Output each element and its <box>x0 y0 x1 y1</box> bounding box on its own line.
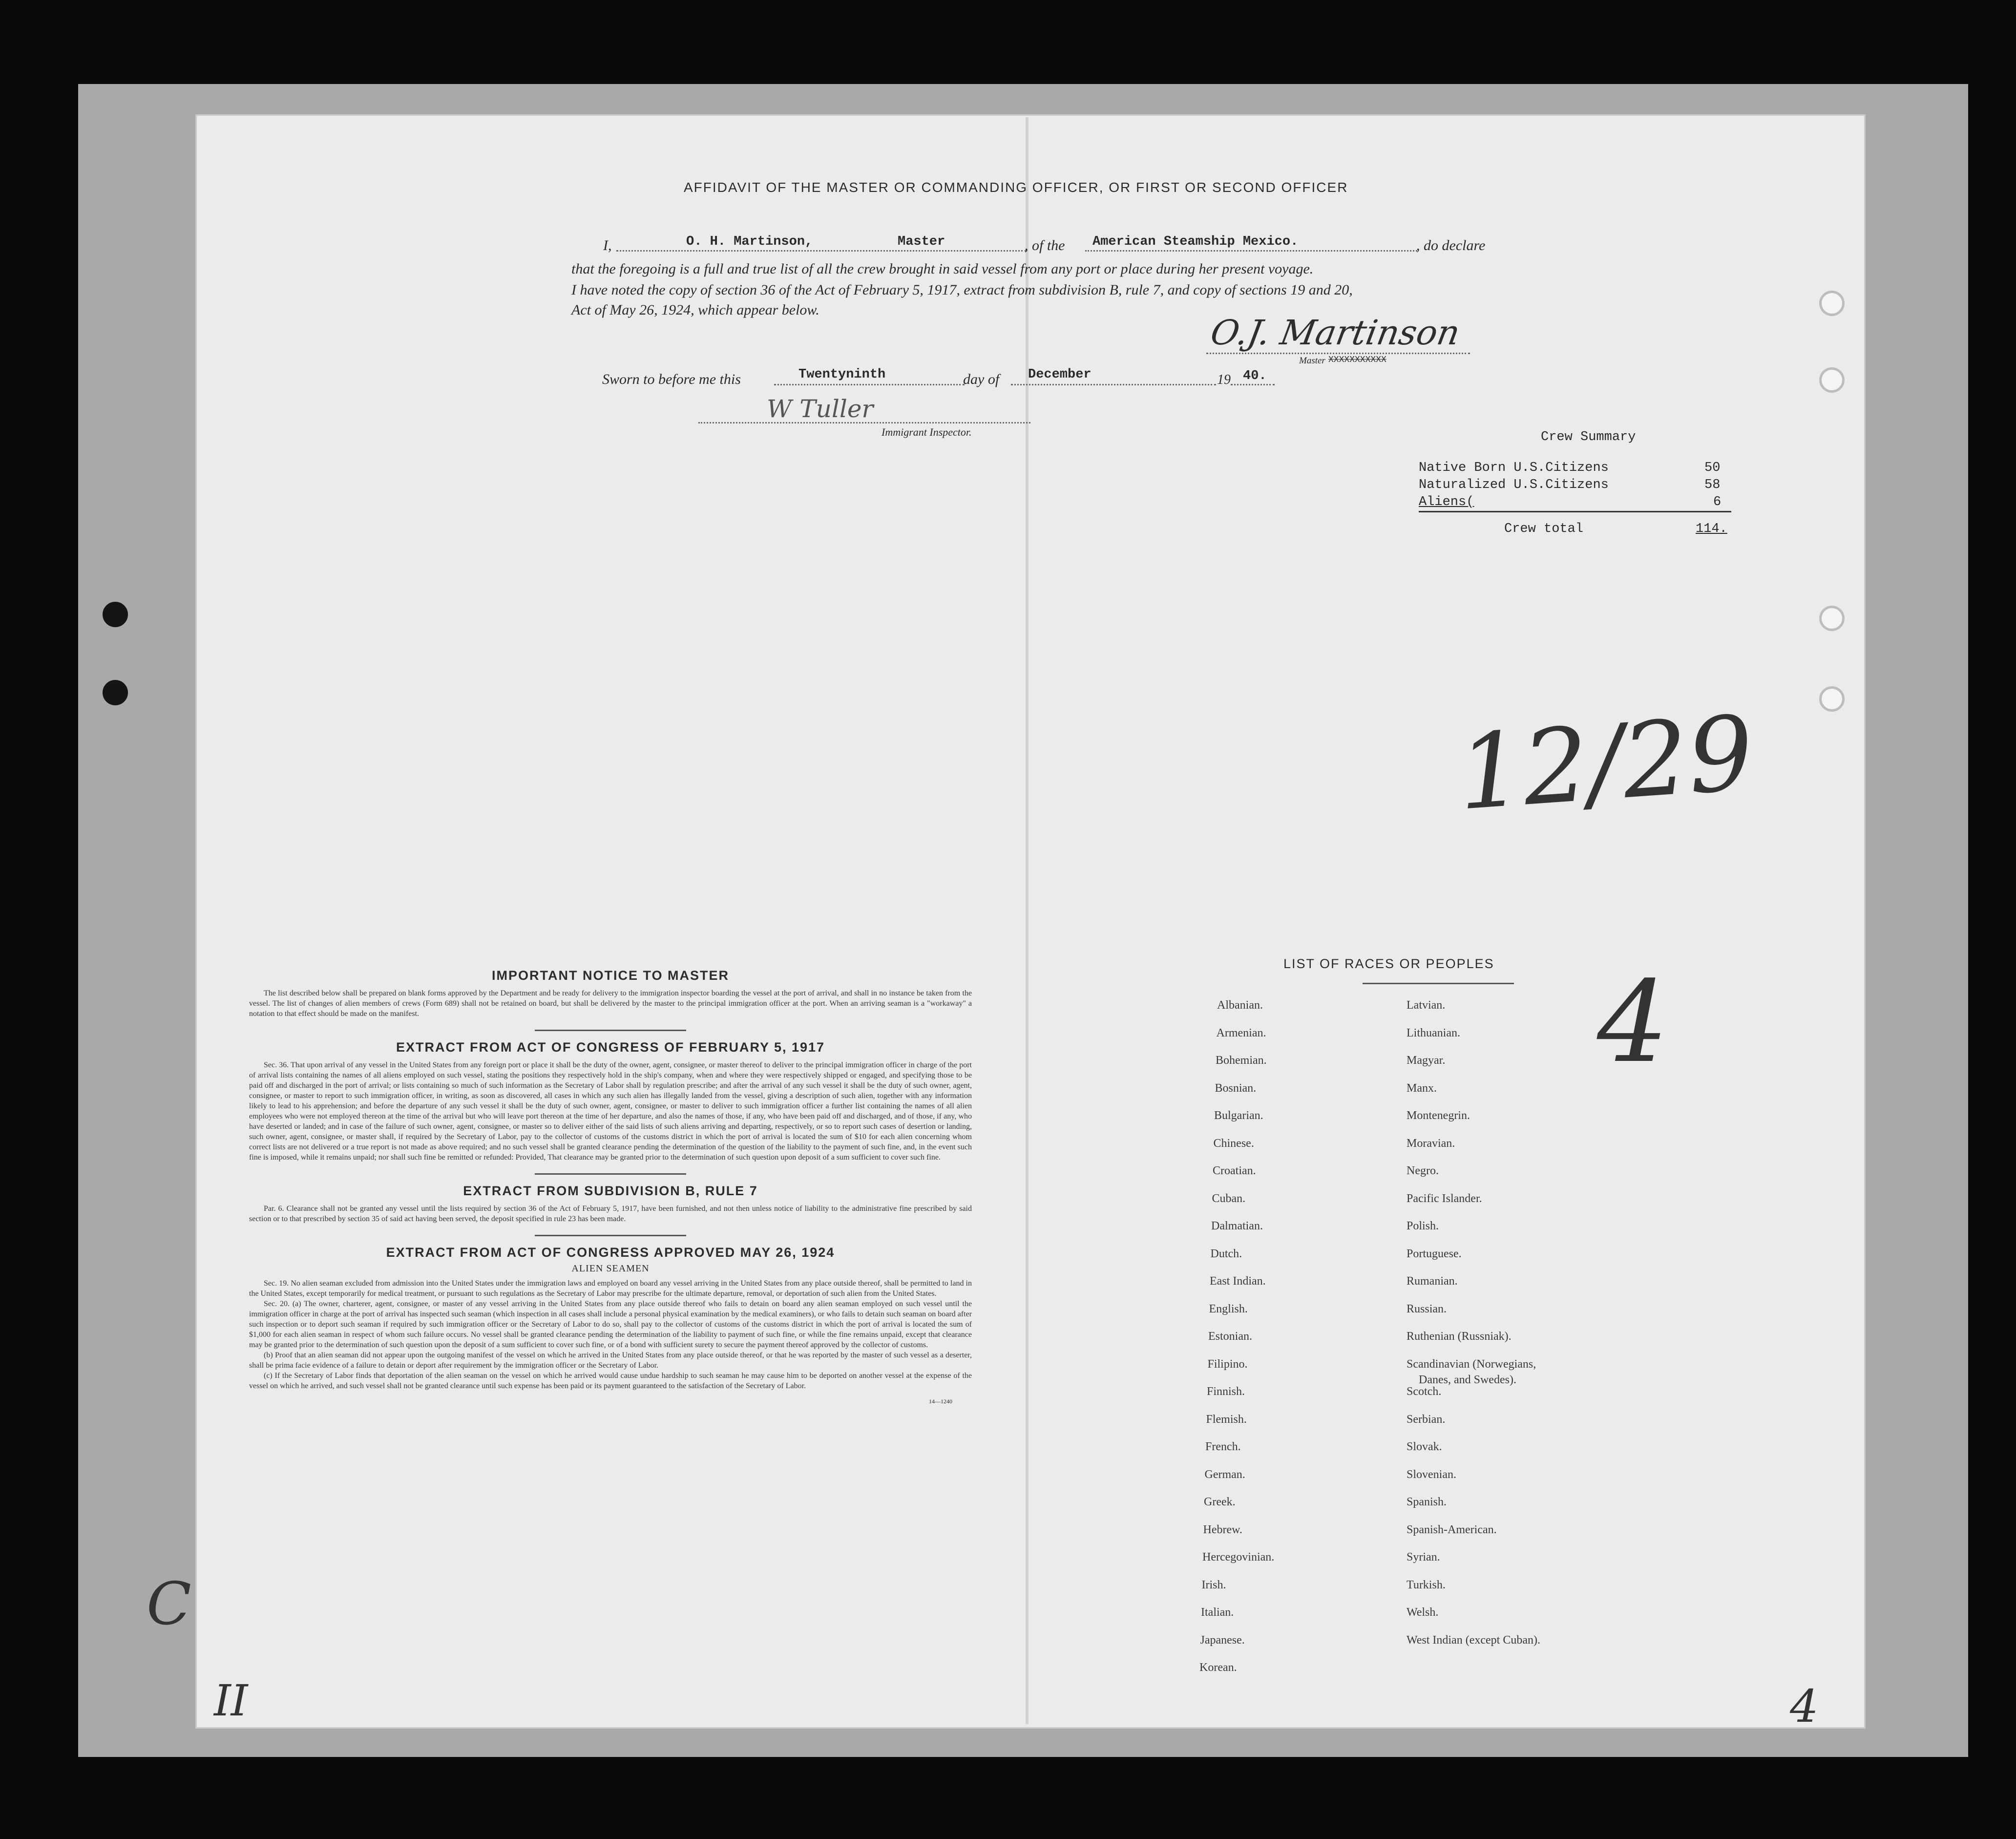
races-title: LIST OF RACES OR PEOPLES <box>1283 956 1494 971</box>
corner-mark-right: 4 <box>1790 1680 1819 1733</box>
sworn-month-line <box>1011 384 1216 385</box>
do-declare-label: , do declare <box>1416 237 1486 254</box>
master-signature: O.J. Martinson <box>1207 313 1463 353</box>
race-item: German. <box>1204 1468 1245 1481</box>
section-divider <box>535 1030 686 1031</box>
extract3-subtitle: ALIEN SEAMEN <box>571 1263 650 1274</box>
inspector-label: Immigrant Inspector. <box>882 426 972 438</box>
punch-hole <box>1819 291 1845 316</box>
punch-hole <box>1819 367 1845 393</box>
crew-row-label: Native Born U.S.Citizens <box>1419 461 1609 475</box>
race-item: Estonian. <box>1208 1330 1252 1343</box>
race-item: Bohemian. <box>1216 1054 1267 1067</box>
race-item: Japanese. <box>1200 1633 1245 1647</box>
crew-row-label: Naturalized U.S.Citizens <box>1419 478 1609 492</box>
race-item: Cuban. <box>1212 1192 1246 1205</box>
race-item: Magyar. <box>1407 1054 1446 1067</box>
race-item: Chinese. <box>1213 1137 1254 1150</box>
race-item: Slovenian. <box>1407 1468 1456 1481</box>
race-item: Polish. <box>1407 1220 1439 1232</box>
vessel-name: American Steamship Mexico. <box>1092 234 1299 249</box>
race-item: Croatian. <box>1213 1164 1256 1177</box>
day-of-label: day of <box>963 371 1000 387</box>
notice-body: The list described below shall be prepared on blank forms approved by the Department and be ready for delivery to the immigration inspector boarding the vessel at the port of arrival, and shall in no instance be taken from the vessel. The list of changes of alien members of crews (Form 689) shall not be retained on board, but shall be delivered by the master to the principal immigration officer at the port. When an arriving seaman is a "workaway" a notation to that effect should be made on the manifest. <box>249 989 972 1018</box>
punch-hole <box>103 602 128 627</box>
date-mark: 12/29 <box>1454 693 1757 833</box>
extract2-body: Par. 6. Clearance shall not be granted any vessel until the lists required by section 36 of the Act of February 5, 1917, have been furnished, and not then unless notice of liability to the administrative fine prescribed by said section or to that prescribed by section 35 of said act having been served, the deposit specified in rule 23 has been made. <box>249 1205 972 1223</box>
affidavit-i-label: I, <box>603 237 612 254</box>
race-item: Hercegovinian. <box>1202 1551 1275 1564</box>
affidavit-line2: that the foregoing is a full and true list of all the crew brought in said vessel from any port or place during her present voyage. <box>571 261 1314 277</box>
extract3-sec20a: Sec. 20. (a) The owner, charterer, agent, consignee, or master of any vessel arriving in the United States from any place outside thereof who fails to detain on board any alien seaman employed on such vessel until the immigration officer in charge at the port of arrival has inspected such seaman (which inspection in all cases shall include a personal physical examination by the medical examiners), or who fails to detain such seaman on board after such inspection or to deport such seaman if required by such immigration officer or the Secretary of Labor to do so, shall pay to the collector of customs of the customs district in which the port of arrival is located the sum of $1,000 for each alien seaman in respect of whom such failure occurs. No vessel shall be granted clearance pending the determination of the liability to payment of such fine, or while the fine remains unpaid, except that clearance may be granted prior to the determination of such question upon the deposit of a sum sufficient to cover such fine, or of a bond with sufficient surety to secure the payment thereof approved by the collector of customs. <box>249 1300 972 1349</box>
race-item: Dalmatian. <box>1211 1220 1263 1232</box>
section-divider <box>535 1173 686 1175</box>
punch-hole <box>103 680 128 705</box>
crew-row-value: 58 <box>1704 478 1721 492</box>
race-item: Finnish. <box>1207 1385 1245 1398</box>
race-item: Bosnian. <box>1215 1081 1257 1095</box>
race-item: West Indian (except Cuban). <box>1407 1633 1540 1647</box>
crew-total-rule <box>1419 511 1731 512</box>
race-item: Korean. <box>1199 1661 1237 1674</box>
extract1-body: Sec. 36. That upon arrival of any vessel in the United States from any foreign port or place it shall be the duty of the owner, agent, consignee, or master thereof to deliver to the principal immigration officer in charge of the port of arrival lists containing the names of all aliens employed on such vessel, stating the positions they respectively hold in the ship's company, when and where they were respectively shipped or engaged, and specifying those to be paid off and discharged in the port of arrival; or lists containing so much of such information as the Secretary of Labor shall by regulation prescribe; and after the arrival of any such vessel it shall be the duty of such owner, agent, consignee, or master to report to such immigration officer, in writing, as soon as discovered, all cases in which any such alien has illegally landed from the vessel, giving a description of such alien, together with any information likely to lead to his apprehension; and before the departure of any such vessel it shall be the duty of such owner, agent, consignee, or master to deliver to such immigration officer a further list containing the names of all alien employees who were not employed thereon at the time of the arrival but who will leave port thereon at the time of her departure, and also the names of those, if any, who have been paid off and discharged, and of those, if any, who have deserted or landed; and in case of the failure of such owner, agent, consignee, or master so to deliver either of the said lists of such aliens arriving and departing, respectively, or so to report such cases of desertion or landing, such owner, agent, consignee, or master shall, if required by the Secretary of Labor, pay to the collector of customs of the customs district in which the port of arrival is located the sum of $10 for each alien concerning whom correct lists are not delivered or a true report is not made as above required; and no such vessel shall be granted clearance pending the determination of the question of the liability to the payment of such fine, and, in the event such fine is imposed, while it remains unpaid; nor shall such fine be remitted or refunded: Provided, That clearance may be granted prior to the determination of such question upon deposit of a sum sufficient to cover such fine. <box>249 1061 972 1162</box>
race-item: Pacific Islander. <box>1407 1192 1482 1205</box>
inspector-line <box>698 422 1030 423</box>
race-item: Portuguese. <box>1407 1247 1462 1260</box>
sworn-day: Twentyninth <box>798 367 886 382</box>
race-item: English. <box>1209 1302 1248 1315</box>
race-item: Dutch. <box>1210 1247 1242 1260</box>
race-item: Scandinavian (Norwegians, <box>1407 1357 1536 1371</box>
extract2-title: EXTRACT FROM SUBDIVISION B, RULE 7 <box>463 1184 758 1198</box>
crew-total-value: 114. <box>1696 522 1727 536</box>
section-divider <box>535 1235 686 1236</box>
signature-line <box>1206 353 1470 354</box>
sworn-day-line <box>774 384 965 385</box>
inspector-signature: W Tuller <box>767 395 874 423</box>
left-margin-mark: C <box>147 1570 191 1638</box>
master-name: O. H. Martinson, <box>686 234 813 249</box>
extract3-sec19: Sec. 19. No alien seaman excluded from admission into the United States under the immigration laws and employed on board any vessel arriving in the United States from any place outside thereof, shall be permitted to land in the United States, except temporarily for medical treatment, or pursuant to such regulations as the Secretary of Labor may prescribe for the ultimate departure, removal, or deportation of such alien from the United States. <box>249 1279 972 1298</box>
race-item: Spanish-American. <box>1407 1523 1497 1536</box>
race-item: Greek. <box>1204 1496 1236 1508</box>
race-item: Hebrew. <box>1203 1523 1242 1536</box>
race-item: Negro. <box>1407 1164 1439 1177</box>
extract3-sec20b: (b) Proof that an alien seaman did not appear upon the outgoing manifest of the vessel on which he arrived in the United States from any place outside thereof, or that he was reported by the master of such vessel as a deserter, shall be prima facie evidence of a failure to detain or deport after requirement by the immigration officer or the Secretary of Labor. <box>249 1351 972 1370</box>
crew-summary-title: Crew Summary <box>1541 430 1636 444</box>
race-item: Danes, and Swedes). <box>1419 1373 1516 1386</box>
year-suffix: 40. <box>1243 369 1267 383</box>
extract1-title: EXTRACT FROM ACT OF CONGRESS OF FEBRUARY 5, 1917 <box>396 1040 825 1055</box>
race-item: Turkish. <box>1407 1578 1446 1591</box>
of-the-label: , of the <box>1025 237 1065 254</box>
race-item: Latvian. <box>1407 999 1446 1012</box>
race-item: Slovak. <box>1407 1440 1442 1453</box>
year-prefix: 19 <box>1217 372 1231 387</box>
extract3-title: EXTRACT FROM ACT OF CONGRESS APPROVED MAY 26, 1924 <box>386 1245 835 1260</box>
affidavit-line4: Act of May 26, 1924, which appear below. <box>571 302 819 318</box>
race-item: Lithuanian. <box>1407 1026 1460 1039</box>
race-item: Rumanian. <box>1407 1275 1458 1288</box>
name-line <box>616 250 1027 252</box>
form-number: 14—1240 <box>929 1398 952 1405</box>
crew-row-label: Aliens( <box>1419 495 1474 509</box>
race-item: Flemish. <box>1206 1413 1247 1426</box>
notice-block <box>249 968 972 1405</box>
race-item: Scotch. <box>1407 1385 1442 1398</box>
race-item: Irish. <box>1201 1578 1226 1591</box>
signer-title: Master <box>1299 356 1325 366</box>
punch-hole <box>1819 606 1845 631</box>
notice-title: IMPORTANT NOTICE TO MASTER <box>492 968 729 983</box>
race-item: Ruthenian (Russniak). <box>1407 1330 1512 1343</box>
race-item: Manx. <box>1407 1081 1437 1095</box>
race-item: Russian. <box>1407 1302 1447 1315</box>
race-item: Italian. <box>1201 1606 1234 1619</box>
race-item: Albanian. <box>1217 999 1263 1012</box>
race-item: Filipino. <box>1207 1357 1248 1371</box>
races-title-rule <box>1363 983 1514 984</box>
crew-row-value: 6 <box>1713 495 1722 509</box>
big-four-mark: 4 <box>1597 957 1669 1088</box>
race-item: Armenian. <box>1216 1026 1266 1039</box>
year-line <box>1231 384 1275 385</box>
sworn-label: Sworn to before me this <box>602 371 741 387</box>
center-fold <box>1026 117 1029 1724</box>
race-item: Montenegrin. <box>1407 1109 1470 1122</box>
race-item: Bulgarian. <box>1214 1109 1263 1122</box>
master-rank: Master <box>898 234 945 249</box>
race-item: Serbian. <box>1407 1413 1446 1426</box>
corner-mark-left: II <box>214 1675 248 1726</box>
crew-total-label: Crew total <box>1504 522 1584 536</box>
document-sheet <box>195 114 1866 1729</box>
race-item: Welsh. <box>1407 1606 1439 1619</box>
signer-title-struck: XXXXXXXXXXX <box>1328 355 1386 365</box>
sworn-month: December <box>1028 367 1092 382</box>
race-item: Syrian. <box>1407 1551 1440 1564</box>
race-item: French. <box>1205 1440 1241 1453</box>
race-item: East Indian. <box>1210 1275 1266 1288</box>
affidavit-line3: I have noted the copy of section 36 of the Act of February 5, 1917, extract from subdivision B, rule 7, and copy of sections 19 and 20, <box>571 282 1353 298</box>
punch-hole <box>1819 686 1845 712</box>
race-item: Moravian. <box>1407 1137 1455 1150</box>
vessel-line <box>1085 250 1417 252</box>
affidavit-title: AFFIDAVIT OF THE MASTER OR COMMANDING OFFICER, OR FIRST OR SECOND OFFICER <box>684 180 1348 195</box>
race-item: Spanish. <box>1407 1496 1447 1508</box>
extract3-sec20c: (c) If the Secretary of Labor finds that deportation of the alien seaman on the vessel on which he arrived would cause undue hardship to such seaman he may cause him to be deported on another vessel at the expense of the vessel on which he arrived, and such vessel shall not be granted clearance until such expense has been paid or its payment guaranteed to the satisfaction of the Secretary of Labor. <box>249 1372 972 1390</box>
crew-row-value: 50 <box>1704 461 1721 475</box>
